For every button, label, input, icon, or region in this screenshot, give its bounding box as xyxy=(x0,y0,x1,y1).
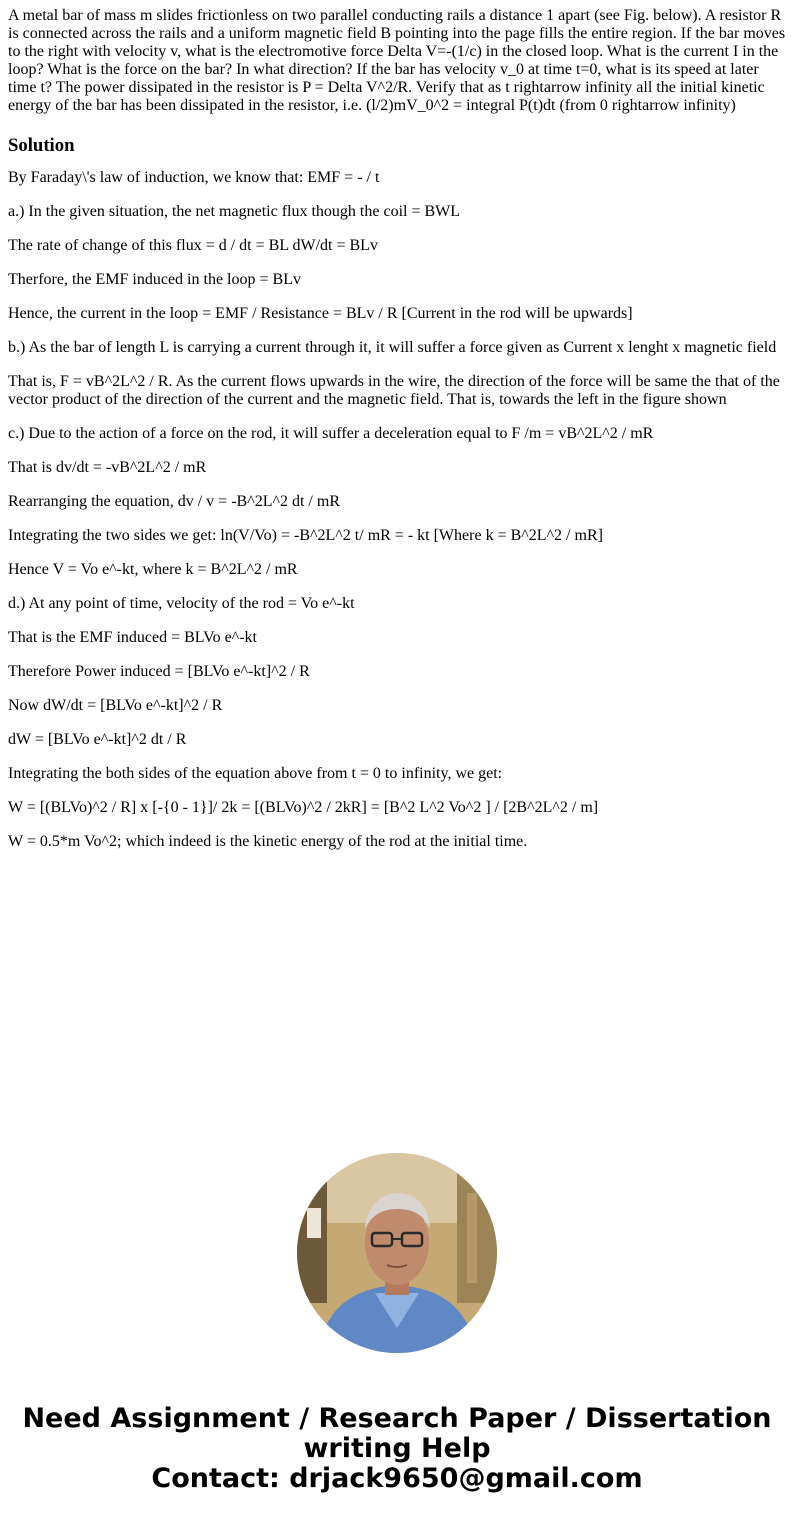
solution-paragraph: W = [(BLVo)^2 / R] x [-{0 - 1}]/ 2k = [(BLVo)^2 / 2kR] = [B^2 L^2 Vo^2 ] / [2B^2L^2 / m] xyxy=(8,799,599,816)
solution-paragraph: Therefore Power induced = [BLVo e^-kt]^2 / R xyxy=(8,663,310,680)
solution-paragraph: dW = [BLVo e^-kt]^2 dt / R xyxy=(8,731,187,748)
solution-body xyxy=(8,169,788,851)
solution-paragraph: That is dv/dt = -vB^2L^2 / mR xyxy=(8,459,207,476)
solution-paragraph: b.) As the bar of length L is carrying a current through it, it will suffer a force given as Current x lenght x magnetic field xyxy=(8,339,777,356)
document-content xyxy=(8,7,788,851)
solution-paragraph: c.) Due to the action of a force on the rod, it will suffer a deceleration equal to F /m = vB^2L^2 / mR xyxy=(8,425,654,442)
footer-line-2: writing Help xyxy=(303,1433,491,1464)
solution-paragraph: Integrating the both sides of the equation above from t = 0 to infinity, we get: xyxy=(8,765,503,782)
solution-paragraph: Therfore, the EMF induced in the loop = BLv xyxy=(8,271,301,288)
solution-paragraph: Now dW/dt = [BLVo e^-kt]^2 / R xyxy=(8,697,223,714)
author-avatar xyxy=(297,1153,497,1353)
solution-paragraph: d.) At any point of time, velocity of the rod = Vo e^-kt xyxy=(8,595,355,612)
footer-line-1: Need Assignment / Research Paper / Dissertation xyxy=(22,1403,772,1434)
author-photo-icon xyxy=(297,1153,497,1353)
promo-footer xyxy=(0,1404,794,1494)
solution-paragraph: W = 0.5*m Vo^2; which indeed is the kinetic energy of the rod at the initial time. xyxy=(8,833,528,850)
solution-paragraph: Integrating the two sides we get: ln(V/Vo) = -B^2L^2 t/ mR = - kt [Where k = B^2L^2 / mR] xyxy=(8,527,603,544)
footer-contact: Contact: drjack9650@gmail.com xyxy=(151,1463,643,1494)
solution-paragraph: Hence, the current in the loop = EMF / Resistance = BLv / R [Current in the rod will be upwards] xyxy=(8,305,633,322)
solution-paragraph: That is the EMF induced = BLVo e^-kt xyxy=(8,629,257,646)
question-text: A metal bar of mass m slides frictionless on two parallel conducting rails a distance 1 apart (see Fig. below). A resistor R is connected across the rails and a uniform magnetic field B pointing into the page fills the entire region. If the bar moves to the right with velocity v, what is the electromotive force Delta V=-(1/c) in the closed loop. What is the current I in the loop? What is the force on the bar? In what direction? If the bar has velocity v_0 at time t=0, what is its speed at later time t? The power dissipated in the resistor is P = Delta V^2/R. Verify that as t rightarrow infinity all the initial kinetic energy of the bar has been dissipated in the resistor, i.e. (l/2)mV_0^2 = integral P(t)dt (from 0 rightarrow infinity) xyxy=(8,7,786,114)
solution-paragraph: That is, F = vB^2L^2 / R. As the current flows upwards in the wire, the direction of the force will be same the that of the vector product of the direction of the current and the magnetic field. That is, towards the left in the figure shown xyxy=(8,373,780,408)
solution-paragraph: By Faraday\'s law of induction, we know that: EMF = - / t xyxy=(8,169,380,186)
solution-heading: Solution xyxy=(8,135,75,156)
solution-paragraph: The rate of change of this flux = d / dt = BL dW/dt = BLv xyxy=(8,237,378,254)
solution-paragraph: Hence V = Vo e^-kt, where k = B^2L^2 / mR xyxy=(8,561,298,578)
solution-paragraph: a.) In the given situation, the net magnetic flux though the coil = BWL xyxy=(8,203,461,220)
solution-paragraph: Rearranging the equation, dv / v = -B^2L^2 dt / mR xyxy=(8,493,340,510)
